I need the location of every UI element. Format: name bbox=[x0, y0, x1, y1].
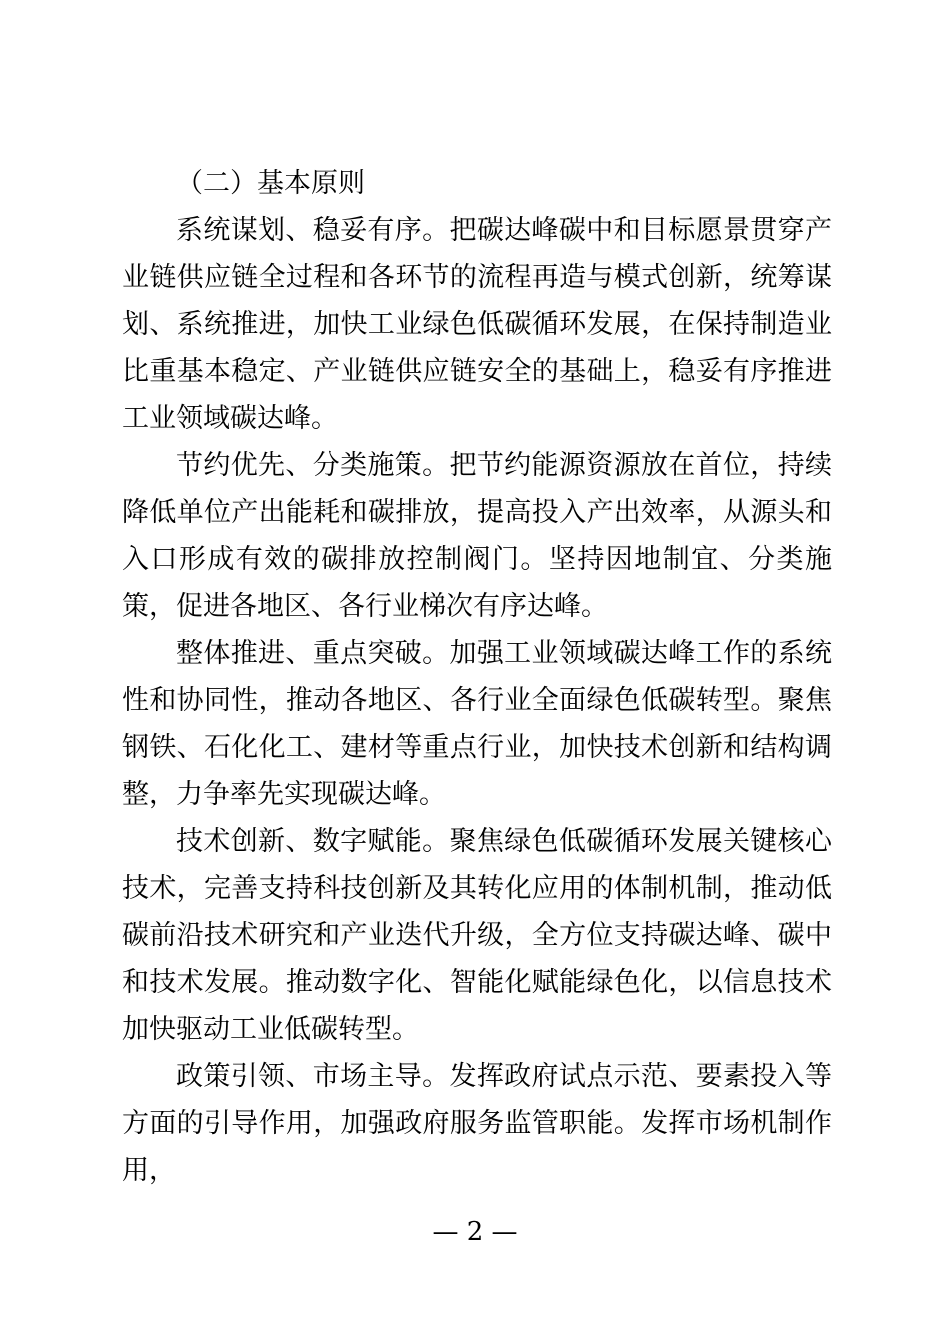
paragraph-system-planning: 系统谋划、稳妥有序。把碳达峰碳中和目标愿景贯穿产业链供应链全过程和各环节的流程再造与模式创新，统筹谋划、系统推进，加快工业绿色低碳循环发展，在保持制造业比重基本稳定、产业链供应链安全的基础上，稳妥有序推进工业领域碳达峰。 bbox=[122, 215, 832, 434]
paragraph-policy-guidance: 政策引领、市场主导。发挥政府试点示范、要素投入等方面的引导作用，加强政府服务监管职能。发挥市场机制作用， bbox=[122, 1061, 832, 1186]
section-heading: （二）基本原则 bbox=[176, 168, 365, 199]
paragraph-overall-advance: 整体推进、重点突破。加强工业领域碳达峰工作的系统性和协同性，推动各地区、各行业全面绿色低碳转型。聚焦钢铁、石化化工、建材等重点行业，加快技术创新和结构调整，力争率先实现碳达峰。 bbox=[122, 638, 832, 810]
page-number: — 2 — bbox=[432, 1217, 518, 1247]
document-body bbox=[122, 160, 832, 1194]
paragraph-tech-innovation: 技术创新、数字赋能。聚焦绿色低碳循环发展关键核心技术，完善支持科技创新及其转化应用的体制机制，推动低碳前沿技术研究和产业迭代升级，全方位支持碳达峰、碳中和技术发展。推动数字化、智能化赋能绿色化，以信息技术加快驱动工业低碳转型。 bbox=[122, 826, 832, 1045]
paragraph-saving-first: 节约优先、分类施策。把节约能源资源放在首位，持续降低单位产出能耗和碳排放，提高投入产出效率，从源头和入口形成有效的碳排放控制阀门。坚持因地制宜、分类施策，促进各地区、各行业梯次有序达峰。 bbox=[122, 450, 832, 622]
